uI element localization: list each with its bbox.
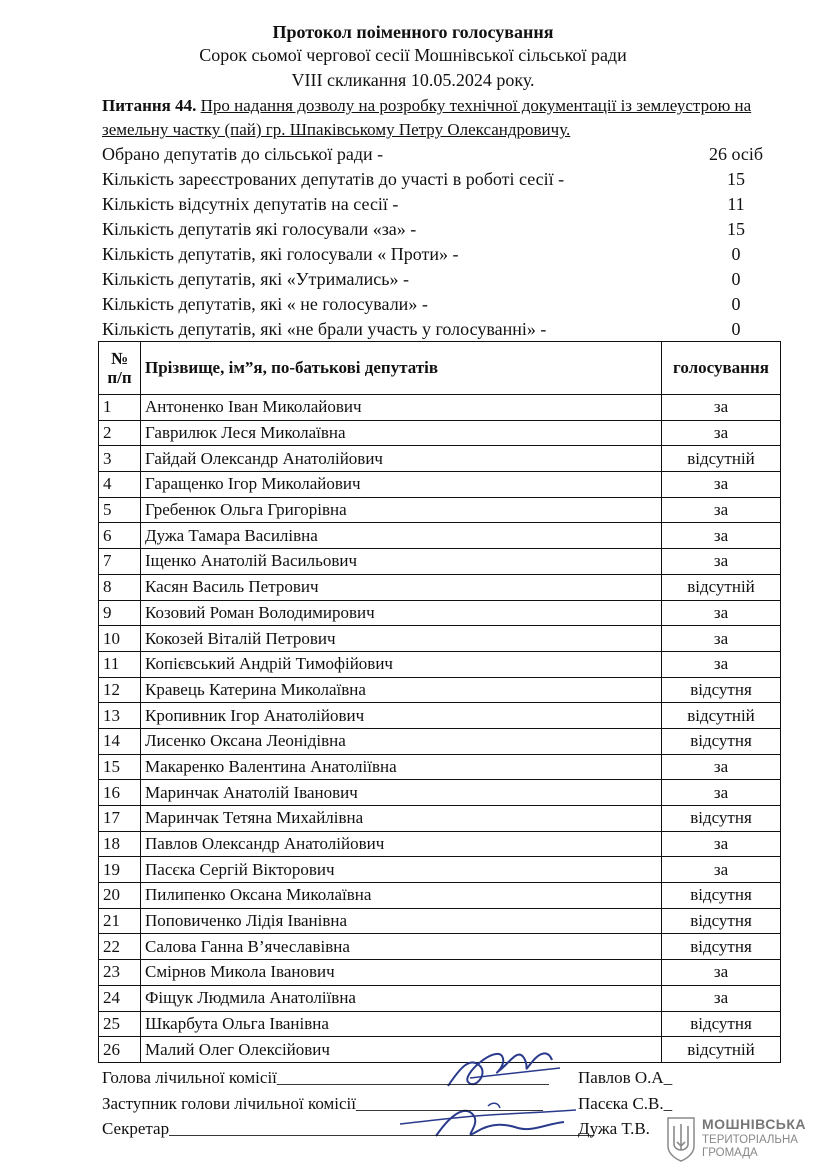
session-date: VIII скликання 10.05.2024 року. — [291, 70, 535, 90]
document-title: Протокол поіменного голосування — [272, 22, 554, 42]
stat-value: 0 — [731, 269, 741, 289]
table-row — [99, 934, 781, 960]
signature-line: __________________________________________________ — [169, 1119, 595, 1138]
row-num: 16 — [99, 780, 141, 806]
question-label: Питання 44. — [102, 96, 197, 115]
deputy-name: Пасєка Сергій Вікторович — [141, 857, 662, 883]
table-row — [99, 472, 781, 498]
signature-line: ______________________ — [356, 1094, 544, 1113]
row-num: 4 — [99, 472, 141, 498]
table-row — [99, 908, 781, 934]
vote-result: відсутня — [662, 883, 781, 909]
table-row — [99, 626, 781, 652]
stat-row — [102, 317, 802, 342]
table-row — [99, 883, 781, 909]
signature-role — [102, 1119, 594, 1139]
deputy-name: Кравець Катерина Миколаївна — [141, 677, 662, 703]
vote-result: за — [662, 651, 781, 677]
vote-result: за — [662, 395, 781, 421]
header-num-line1: № — [110, 349, 129, 368]
table-row — [99, 1011, 781, 1037]
stat-label: Кількість відсутніх депутатів на сесії - — [102, 194, 399, 214]
deputy-name: Шкарбута Ольга Іванівна — [141, 1011, 662, 1037]
deputy-name: Копієвський Андрій Тимофійович — [141, 651, 662, 677]
vote-result: за — [662, 523, 781, 549]
table-row — [99, 780, 781, 806]
vote-result: відсутня — [662, 728, 781, 754]
table-row — [99, 600, 781, 626]
logo-line2-text: ТЕРИТОРІАЛЬНА — [702, 1134, 798, 1146]
deputy-name: Фіщук Людмила Анатоліївна — [141, 985, 662, 1011]
row-num: 3 — [99, 446, 141, 472]
stat-value: 15 — [727, 219, 745, 239]
header-vote: голосування — [662, 342, 781, 395]
deputy-name: Поповиченко Лідія Іванівна — [141, 908, 662, 934]
row-num: 25 — [99, 1011, 141, 1037]
table-row — [99, 831, 781, 857]
row-num: 21 — [99, 908, 141, 934]
vote-result: відсутній — [662, 1037, 781, 1063]
header-num-line2: п/п — [107, 368, 132, 387]
vote-result: за — [662, 497, 781, 523]
stat-value: 11 — [727, 194, 745, 214]
deputy-name: Макаренко Валентина Анатоліївна — [141, 754, 662, 780]
stat-label: Кількість депутатів, які « не голосували» - — [102, 294, 428, 314]
deputy-name: Смірнов Микола Іванович — [141, 960, 662, 986]
vote-result: за — [662, 626, 781, 652]
row-num: 18 — [99, 831, 141, 857]
row-num: 17 — [99, 806, 141, 832]
deputy-name: Іщенко Анатолій Васильович — [141, 549, 662, 575]
stat-row — [102, 167, 802, 192]
signature-role — [102, 1068, 549, 1088]
vote-result: відсутній — [662, 703, 781, 729]
logo-line3-text: ГРОМАДА — [702, 1147, 758, 1159]
table-row — [99, 985, 781, 1011]
signature-line: ________________________________ — [276, 1068, 549, 1087]
stat-row — [102, 267, 802, 292]
vote-result: за — [662, 549, 781, 575]
table-row — [99, 651, 781, 677]
row-num: 1 — [99, 395, 141, 421]
header-name: Прізвище, ім”я, по-батькові депутатів — [141, 342, 662, 395]
table-row — [99, 574, 781, 600]
logo-line2 — [702, 1134, 798, 1160]
table-row — [99, 497, 781, 523]
stat-row — [102, 217, 802, 242]
signature-name: Павлов О.А_ — [578, 1068, 673, 1087]
row-num: 5 — [99, 497, 141, 523]
row-num: 22 — [99, 934, 141, 960]
signature-role-text: Заступник голови лічильної комісії — [102, 1094, 357, 1113]
deputy-name: Касян Василь Петрович — [141, 574, 662, 600]
stat-row — [102, 142, 802, 167]
deputy-name: Гребенюк Ольга Григорівна — [141, 497, 662, 523]
deputy-name: Гайдай Олександр Анатолійович — [141, 446, 662, 472]
table-header — [99, 342, 781, 395]
question — [102, 94, 802, 142]
signature-role-text: Секретар — [102, 1119, 170, 1138]
voting-table — [98, 341, 781, 1063]
vote-result: за — [662, 754, 781, 780]
table-row — [99, 960, 781, 986]
stat-row — [102, 242, 802, 267]
row-num: 11 — [99, 651, 141, 677]
row-num: 7 — [99, 549, 141, 575]
table-row — [99, 677, 781, 703]
stat-value: 0 — [731, 319, 741, 339]
community-logo — [666, 1112, 816, 1166]
vote-result: відсутня — [662, 908, 781, 934]
stat-row — [102, 192, 802, 217]
table-row — [99, 395, 781, 421]
table-row — [99, 703, 781, 729]
row-num: 14 — [99, 728, 141, 754]
table-row — [99, 754, 781, 780]
vote-result: за — [662, 780, 781, 806]
deputy-name: Маринчак Анатолій Іванович — [141, 780, 662, 806]
stat-label: Кількість зареєстрованих депутатів до участі в роботі сесії - — [102, 169, 565, 189]
vote-result: за — [662, 857, 781, 883]
deputy-name: Пилипенко Оксана Миколаївна — [141, 883, 662, 909]
row-num: 23 — [99, 960, 141, 986]
deputy-name: Гаращенко Ігор Миколайович — [141, 472, 662, 498]
table-row — [99, 549, 781, 575]
table-row — [99, 420, 781, 446]
row-num: 24 — [99, 985, 141, 1011]
row-num: 13 — [99, 703, 141, 729]
vote-result: відсутня — [662, 934, 781, 960]
row-num: 6 — [99, 523, 141, 549]
deputy-name: Павлов Олександр Анатолійович — [141, 831, 662, 857]
row-num: 26 — [99, 1037, 141, 1063]
vote-result: за — [662, 960, 781, 986]
stat-row — [102, 292, 802, 317]
table-row — [99, 1037, 781, 1063]
vote-result: за — [662, 472, 781, 498]
stat-value: 0 — [731, 294, 741, 314]
vote-result: за — [662, 420, 781, 446]
deputy-name: Гаврилюк Леся Миколаївна — [141, 420, 662, 446]
deputy-name: Салова Ганна В’ячеславівна — [141, 934, 662, 960]
stat-label: Кількість депутатів які голосували «за» - — [102, 219, 417, 239]
vote-result: відсутня — [662, 677, 781, 703]
vote-result: відсутня — [662, 1011, 781, 1037]
stat-value: 15 — [727, 169, 745, 189]
deputy-name: Кропивник Ігор Анатолійович — [141, 703, 662, 729]
stat-value: 0 — [731, 244, 741, 264]
vote-result: за — [662, 600, 781, 626]
vote-result: відсутній — [662, 446, 781, 472]
stat-label: Обрано депутатів до сільської ради - — [102, 144, 384, 164]
table-row — [99, 446, 781, 472]
logo-line1: МОШНІВСЬКА — [702, 1116, 807, 1132]
document-subtitle: Сорок сьомої чергової сесії Мошнівської сільської ради — [199, 45, 627, 65]
table-row — [99, 806, 781, 832]
header-num — [99, 342, 141, 395]
row-num: 12 — [99, 677, 141, 703]
signature-name: Дужа Т.В. — [578, 1119, 650, 1138]
row-num: 15 — [99, 754, 141, 780]
stat-label: Кількість депутатів, які «не брали участь у голосуванні» - — [102, 319, 547, 339]
deputy-name: Козовий Роман Володимирович — [141, 600, 662, 626]
deputy-name: Лисенко Оксана Леонідівна — [141, 728, 662, 754]
table-row — [99, 857, 781, 883]
signature-name: Пасєка С.В._ — [578, 1094, 673, 1113]
table-row — [99, 728, 781, 754]
stat-label: Кількість депутатів, які голосували « Проти» - — [102, 244, 459, 264]
vote-result: за — [662, 985, 781, 1011]
row-num: 20 — [99, 883, 141, 909]
signature-role-text: Голова лічильної комісії — [102, 1068, 277, 1087]
deputy-name: Антоненко Іван Миколайович — [141, 395, 662, 421]
question-text: Про надання дозволу на розробку технічної документації із землеустрою на земельну частку (пай) гр. Шпаківському Петру Олександровичу. — [102, 96, 752, 139]
deputy-name: Дужа Тамара Василівна — [141, 523, 662, 549]
vote-result: за — [662, 831, 781, 857]
row-num: 2 — [99, 420, 141, 446]
vote-result: відсутня — [662, 806, 781, 832]
row-num: 9 — [99, 600, 141, 626]
deputy-name: Маринчак Тетяна Михайлівна — [141, 806, 662, 832]
row-num: 8 — [99, 574, 141, 600]
stats-list — [102, 142, 802, 342]
signature-role — [102, 1094, 543, 1114]
deputy-name: Малий Олег Олексійович — [141, 1037, 662, 1063]
vote-result: відсутній — [662, 574, 781, 600]
deputy-name: Кокозей Віталій Петрович — [141, 626, 662, 652]
trident-emblem-icon — [666, 1116, 696, 1162]
row-num: 10 — [99, 626, 141, 652]
row-num: 19 — [99, 857, 141, 883]
table-row — [99, 523, 781, 549]
stat-label: Кількість депутатів, які «Утримались» - — [102, 269, 409, 289]
stat-value: 26 осіб — [708, 144, 764, 164]
